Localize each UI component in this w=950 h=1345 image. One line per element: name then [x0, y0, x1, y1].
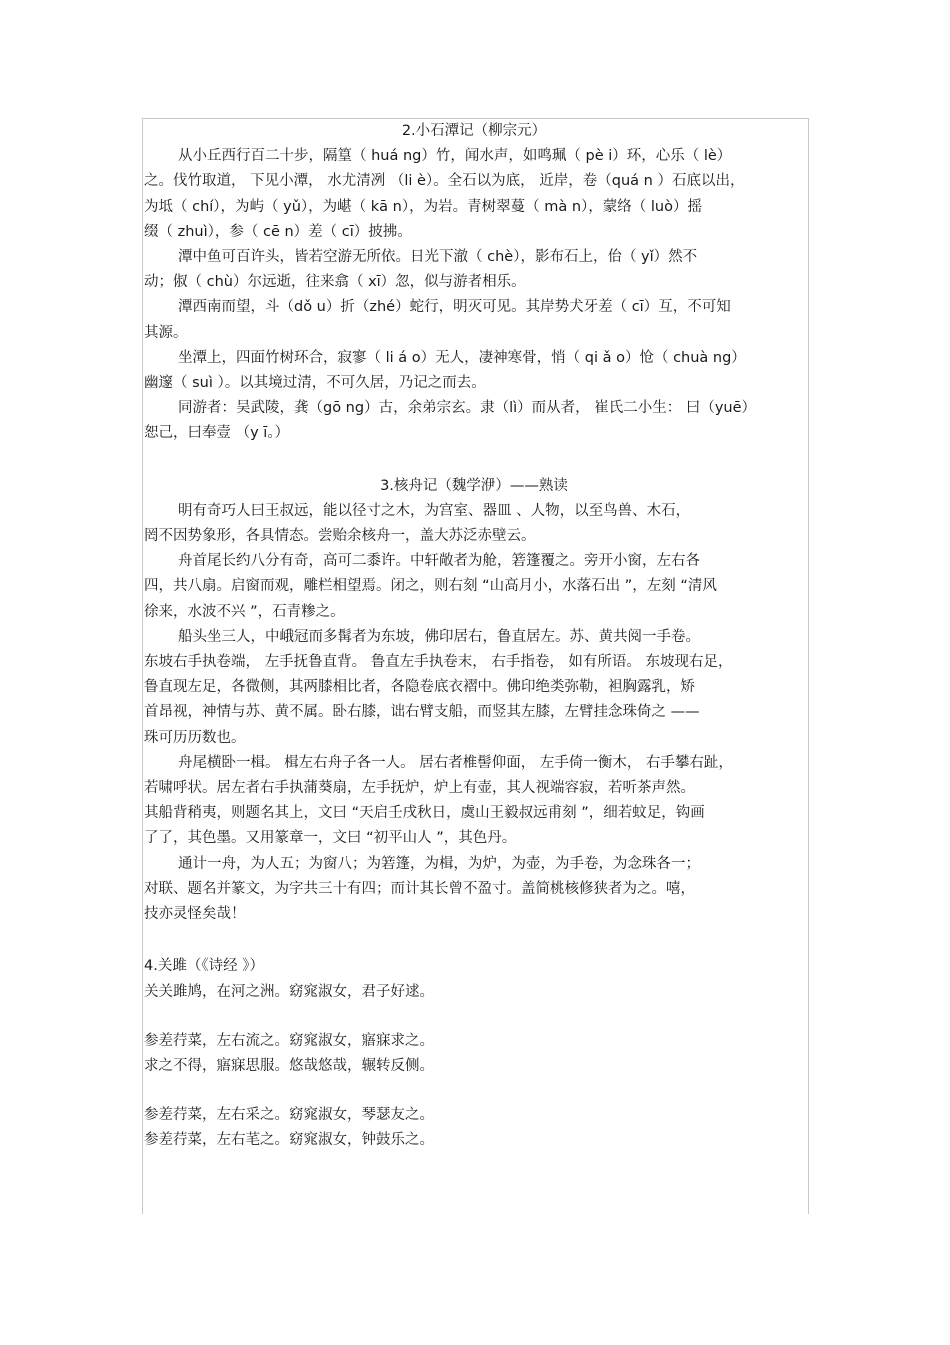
text-line: 四，共八扇。启窗而观，雕栏相望焉。闭之，则右刻 “山高月小，水落石出 ”，左刻 “清风 [144, 578, 717, 595]
text-line: 技亦灵怪矣哉！ [144, 906, 246, 923]
text-line: 通计一舟，为人五；为窗八；为箬篷，为楫，为炉，为壶，为手卷，为念珠各一； [178, 855, 700, 872]
section-guanju [144, 954, 804, 1153]
text-line: 罔不因势象形，各具情态。尝贻余核舟一，盖大苏泛赤壁云。 [144, 528, 536, 545]
text-line: 鲁直现左足，各微侧，其两膝相比者，各隐卷底衣褶中。佛印绝类弥勒，袒胸露乳，矫 [144, 679, 695, 696]
text-line: 为坻（ chí），为屿（ yǔ），为嵁（ kā n），为岩。青树翠蔓（ mà n），蒙络（ luò）摇 [144, 198, 702, 215]
text-line: 徐来，水波不兴 ”，石青糁之。 [144, 603, 345, 620]
text-line: 潭西南而望，斗（dǒ u）折（zhé）蛇行，明灭可见。其岸势犬牙差（ cī）互，不可知 [178, 299, 731, 316]
text-line: 之。伐竹取道， 下见小潭， 水尤清冽 （li è）。全石以为底， 近岸，卷（quá n ）石底以出， [144, 173, 745, 190]
text-line: 首昂视，神情与苏、黄不属。卧右膝，诎右臂支船，而竖其左膝，左臂挂念珠倚之 —— [144, 704, 700, 721]
text-line: 了了，其色墨。又用篆章一，文曰 “初平山人 ”，其色丹。 [144, 830, 517, 847]
section-xiaoshitanji [144, 119, 804, 447]
section-title: 2.小石潭记（柳宗元） [401, 123, 547, 139]
text-line: 潭中鱼可百许头，皆若空游无所依。日光下澈（ chè），影布石上，佁（ yǐ）然不 [178, 249, 698, 266]
poem-line: 参差荇菜，左右采之。窈窕淑女，琴瑟友之。 [144, 1107, 434, 1124]
text-line: 其源。 [144, 324, 188, 341]
text-line: 东坡右手执卷端， 左手抚鲁直背。 鲁直左手执卷末， 右手指卷， 如有所语。 东坡现右足， [144, 654, 733, 671]
text-line: 若啸呼状。居左者右手执蒲葵扇，左手抚炉，炉上有壶，其人视端容寂，若听茶声然。 [144, 780, 695, 797]
text-line: 从小丘西行百二十步，隔篁（ huá ng）竹，闻水声，如鸣珮（ pè i）环，心乐（ lè） [178, 148, 732, 165]
text-line: 珠可历历数也。 [144, 729, 246, 746]
document-body [144, 119, 804, 1154]
section-title: 4.关雎（《诗经 》） [144, 958, 264, 975]
text-line: 明有奇巧人曰王叔远，能以径寸之木，为宫室、器皿 、人物，以至鸟兽、木石， [178, 502, 691, 519]
poem-line: 参差荇菜，左右流之。窈窕淑女，寤寐求之。 [144, 1032, 434, 1049]
text-line: 动；俶（ chù）尔远逝，往来翕（ xī）忽，似与游者相乐。 [144, 274, 526, 291]
text-line: 船头坐三人，中峨冠而多髯者为东坡，佛印居右，鲁直居左。苏、黄共阅一手卷。 [178, 628, 700, 645]
text-line: 坐潭上，四面竹树环合，寂寥（ li á o）无人，凄神寒骨，悄（ qi ǎ o）怆（ chuà ng） [178, 349, 746, 366]
text-line: 恕己，曰奉壹 （y ī。） [144, 425, 290, 442]
text-line: 舟尾横卧一楫。 楫左右舟子各一人。 居右者椎髻仰面， 左手倚一衡木， 右手攀右趾， [178, 754, 733, 771]
text-line: 其船背稍夷，则题名其上，文曰 “天启壬戌秋日，虞山王毅叔远甫刻 ”，细若蚊足，钩画 [144, 805, 705, 822]
poem-line: 关关雎鸠，在河之洲。窈窕淑女，君子好逑。 [144, 983, 434, 1000]
poem-line: 求之不得，寤寐思服。悠哉悠哉，辗转反侧。 [144, 1057, 434, 1074]
section-heshouji [144, 474, 804, 928]
poem-line: 参差荇菜，左右芼之。窈窕淑女，钟鼓乐之。 [144, 1132, 434, 1149]
text-line: 舟首尾长约八分有奇，高可二黍许。中轩敞者为舱，箬篷覆之。旁开小窗，左右各 [178, 553, 700, 570]
text-line: 同游者：吴武陵，龚（gō ng）古，余弟宗玄。隶（lì）而从者， 崔氏二小生： 曰（yuē） [178, 400, 757, 417]
section-title: 3.核舟记（魏学洢）——熟读 [380, 477, 568, 494]
text-line: 幽邃（ suì ）。以其境过清，不可久居，乃记之而去。 [144, 375, 486, 392]
text-line: 缀（ zhuì），参（ cē n）差（ cī）披拂。 [144, 223, 412, 240]
text-line: 对联、题名并篆文，为字共三十有四；而计其长曾不盈寸。盖简桃核修狭者为之。嘻， [144, 880, 695, 897]
